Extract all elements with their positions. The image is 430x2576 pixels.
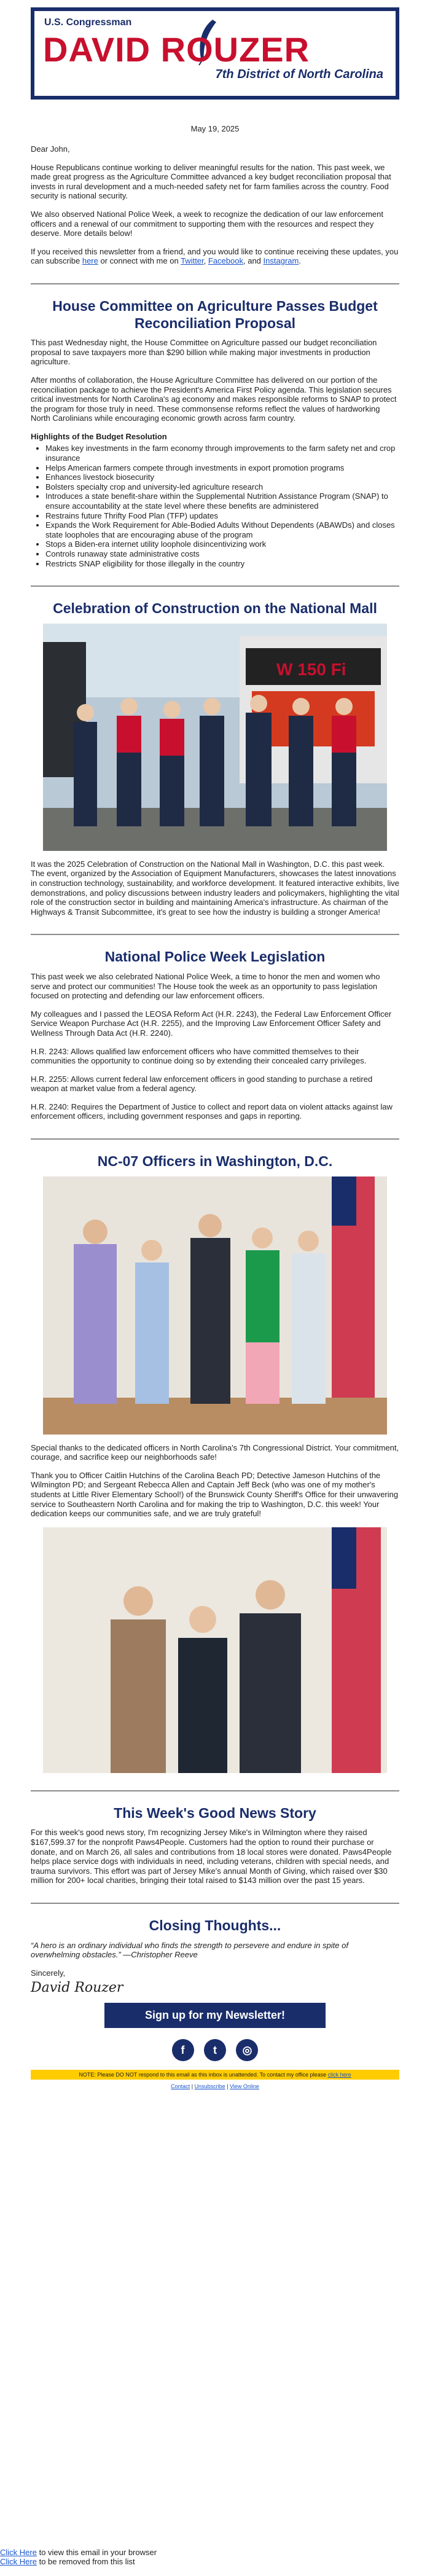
divider: [31, 934, 399, 935]
header-name: DAVID ROUZER: [43, 30, 310, 69]
divider: [31, 585, 399, 587]
remove-from-list-link[interactable]: Click Here: [0, 2557, 37, 2566]
newsletter-signup-button[interactable]: Sign up for my Newsletter!: [104, 2003, 326, 2028]
ag-paragraph-1: This past Wednesday night, the House Committee on Agriculture passed our budget reconciliation proposal to save taxpayers more than $290 billion while making major investments in production agriculture.: [31, 338, 377, 367]
police-section: [31, 949, 399, 1121]
list-item: • Enhances livestock biosecurity: [45, 472, 399, 482]
closing-quote: “A hero is an ordinary individual who finds the strength to persevere and endure in spite of overwhelming obstacles.” —Christopher Reeve: [31, 1940, 348, 1960]
mall-title: Celebration of Construction on the National Mall: [53, 600, 377, 617]
divider: [31, 283, 399, 284]
ag-paragraph-2: After months of collaboration, the House Agriculture Committee has delivered on our portion of the reconciliation package to achieve the President's America First Policy agenda. This legislation secures critical investments for North Carolina's ag economy and makes responsible reforms to SNAP to protect the program for those truly in need. These commonsense reforms reflect the values of hardworking North Carolinians while encouraging economic growth across farm country.: [31, 375, 397, 423]
officers-paragraph-2: Thank you to Officer Caitlin Hutchins of the Carolina Beach PD; Detective Jameson Hutchins of the Wilmington PD; and Sergeant Rebecca Allen and Captain Jeff Beck (who was one of my mother's students at Little River Elementary School!) of the Brunswick County Sheriff's Office for their unwavering service to Southeastern North Carolina and for making the trip to Washington, D.C. this week! Your dedication keeps our communities safe, and we are truly grateful!: [31, 1470, 399, 1519]
subscribe-link[interactable]: here: [82, 256, 98, 266]
officers-photo-2: [43, 1527, 387, 1773]
list-item: • Helps American farmers compete through investments in export promotion programs: [45, 463, 399, 473]
unsubscribe-link[interactable]: Unsubscribe: [194, 2083, 225, 2089]
intro-paragraph-2: We also observed National Police Week, a week to recognize the dedication of our law enforcement officers and a renewal of our commitment to supporting them with the resources and respect they deserve. More details below!: [31, 209, 384, 238]
closing-section: [31, 1917, 399, 1997]
list-item: • Expands the Work Requirement for Able-Bodied Adults Without Dependents (ABAWDs) and closes state loopholes that are encouraging abuse of the program: [45, 520, 399, 539]
intro-section: [31, 144, 399, 266]
news-section: [31, 1805, 399, 1885]
news-title: This Week's Good News Story: [114, 1804, 316, 1821]
unattended-inbox-notice: NOTE: Please DO NOT respond to this email as this inbox is unattended. To contact my office please click here: [31, 2070, 399, 2080]
view-online-link[interactable]: View Online: [229, 2083, 259, 2089]
contact-link[interactable]: Contact: [171, 2083, 190, 2089]
highlights-title: Highlights of the Budget Resolution: [31, 431, 167, 441]
facebook-link[interactable]: Facebook: [208, 256, 243, 266]
divider: [31, 1138, 399, 1140]
list-item: • Restrains future Thrifty Food Plan (TFP) updates: [45, 511, 399, 521]
signature: David Rouzer: [31, 1980, 123, 1996]
officers-title: NC-07 Officers in Washington, D.C.: [97, 1153, 333, 1170]
construction-group-photo: [43, 624, 387, 851]
header-district: 7th District of North Carolina: [215, 68, 383, 81]
newsletter: [31, 7, 399, 2089]
footer-links: Contact | Unsubscribe | View Online: [171, 2083, 259, 2089]
officers-paragraph-1: Special thanks to the dedicated officers in North Carolina's 7th Congressional District. Your commitment, courage, and sacrifice keep our neighborhoods safe!: [31, 1443, 399, 1462]
svg-text:W 150 Fi: W 150 Fi: [276, 659, 346, 679]
newsletter-header: [31, 7, 399, 100]
list-item: • Makes key investments in the farm economy through improvements to the farm safety net and crop insurance: [45, 444, 399, 463]
instagram-icon[interactable]: ◎: [236, 2039, 258, 2061]
list-item: • Stops a Biden-era internet utility loophole disincentivizing work: [45, 539, 399, 549]
list-item: • Introduces a state benefit-share within the Supplemental Nutrition Assistance Program (SNAP) to ensure accountability at the state level where these benefits are administered: [45, 491, 399, 511]
highlights-list: [45, 444, 399, 568]
list-item: • Controls runaway state administrative costs: [45, 549, 399, 559]
divider: [31, 1903, 399, 1904]
bottom-links: Click Here to view this email in your browser Click Here to be removed from this list: [0, 2548, 157, 2566]
news-paragraph: For this week's good news story, I'm recognizing Jersey Mike's in Wilmington where they raised $167,599.37 for the nonprofit Paws4People. Customers had the option to round their purchase or donate, and on March 26, all sales and contributions from 18 local stores were donated. Paws4People helps place service dogs with individuals in need, including veterans, children with special needs, and trauma survivors. This effort was part of Jersey Mike's annual Month of Giving, which raised over $30 million for 200+ local charities, bringing their total raised to $143 million over the past 15 years.: [31, 1828, 392, 1885]
ag-title: House Committee on Agriculture Passes Budget Reconciliation Proposal: [52, 297, 378, 331]
list-item: • Bolsters specialty crop and university-led agriculture research: [45, 482, 399, 492]
police-paragraph-1: This past week we also celebrated National Police Week, a time to honor the men and women who serve and protect our communities! The House took the week as an opportunity to pass legislation focused on protecting and defending our law enforcement officers.: [31, 971, 380, 1001]
facebook-icon[interactable]: f: [172, 2039, 194, 2061]
twitter-link[interactable]: Twitter: [181, 256, 204, 266]
police-paragraph-4: H.R. 2255: Allows current federal law enforcement officers in good standing to purchase a retired weapon at market value from a federal agency.: [31, 1074, 373, 1094]
officers-section: [31, 1153, 399, 1773]
police-title: National Police Week Legislation: [104, 949, 326, 965]
view-in-browser-link[interactable]: Click Here: [0, 2548, 37, 2557]
greeting: Dear John,: [31, 144, 70, 154]
closing-title: Closing Thoughts...: [149, 1917, 281, 1933]
mall-paragraph: It was the 2025 Celebration of Construction on the National Mall in Washington, D.C. this past week. The event, organized by the Association of Equipment Manufacturers, showcases the latest innovations in construction technology, sustainability, and workforce development. It featured interactive exhibits, live demonstrations, and policy discussions between industry leaders and policymakers, highlighting the vital role of the construction sector in building and maintaining America's infrastructure. As chairman of the Highways & Transit Subcommittee, it's great to see how the industry is building a stronger America!: [31, 859, 399, 917]
police-paragraph-5: H.R. 2240: Requires the Department of Justice to collect and report data on violent attacks against law enforcement officers, including government responses and gaps in reporting.: [31, 1102, 393, 1121]
police-paragraph-3: H.R. 2243: Allows qualified law enforcement officers who have committed themselves to their communities the opportunity to continue doing so by extending their concealed carry privileges.: [31, 1046, 367, 1066]
header-title-small: U.S. Congressman: [44, 17, 132, 28]
contact-office-link[interactable]: click here: [327, 2071, 351, 2078]
twitter-icon[interactable]: t: [204, 2039, 226, 2061]
officers-group-photo: [43, 1176, 387, 1435]
list-item: • Restricts SNAP eligibility for those illegally in the country: [45, 559, 399, 569]
sincerely: Sincerely,: [31, 1968, 66, 1978]
newsletter-date: May 19, 2025: [190, 124, 240, 133]
intro-paragraph-1: House Republicans continue working to deliver meaningful results for the nation. This past week, we made great progress as the Agriculture Committee advanced a key budget reconciliation proposal that invests in rural development and a much-needed safety net for farm families across the country. Food security is national security.: [31, 162, 391, 201]
mall-section: [31, 600, 399, 917]
social-links: [31, 2039, 399, 2061]
intro-paragraph-3: If you received this newsletter from a friend, and you would like to continue receiving these updates, you can subscribe here or connect with me on Twitter, Facebook, and Instagram.: [31, 246, 399, 266]
instagram-link[interactable]: Instagram: [263, 256, 299, 266]
divider: [31, 1790, 399, 1791]
police-paragraph-2: My colleagues and I passed the LEOSA Reform Act (H.R. 2243), the Federal Law Enforcement Officer Service Weapon Purchase Act (H.R. 2255), and the Improving Law Enforcement Officer Safety and Wellness Through Data Act (H.R. 2240).: [31, 1009, 392, 1038]
ag-section: [31, 298, 399, 568]
